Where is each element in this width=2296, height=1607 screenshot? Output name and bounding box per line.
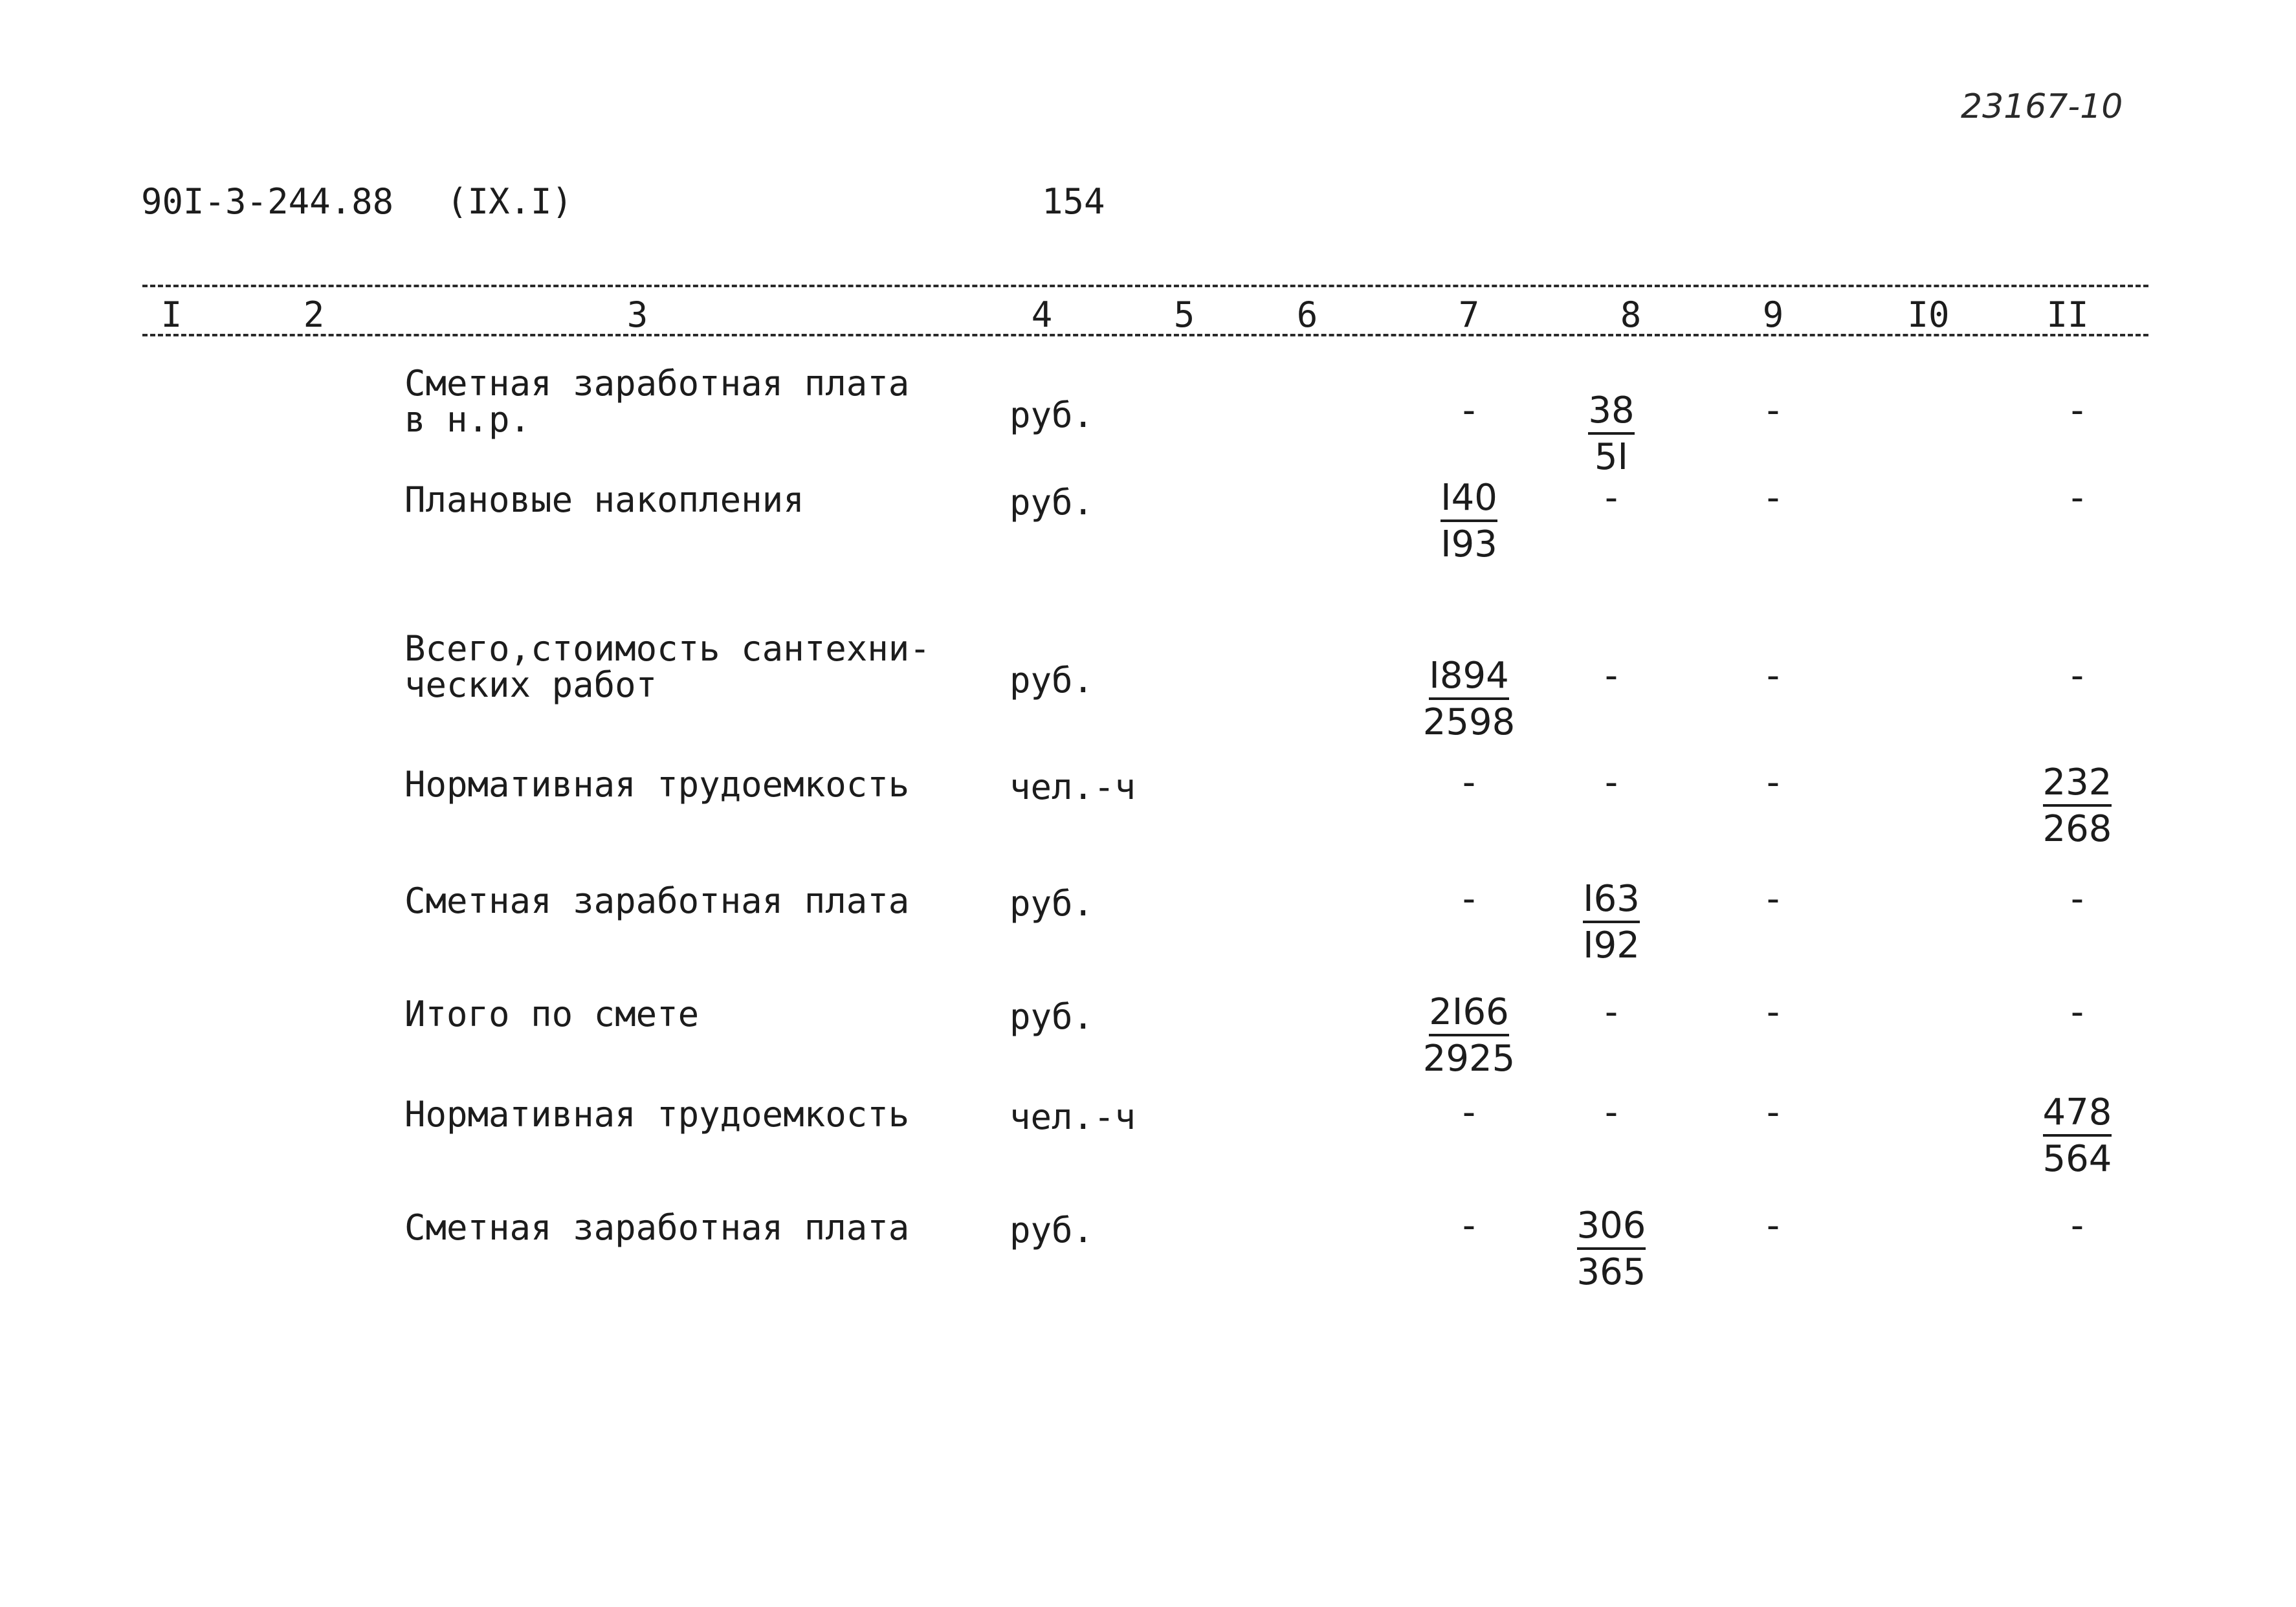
value-numerator: I63 xyxy=(1583,878,1640,923)
row-description-line: Нормативная трудоемкость xyxy=(404,1094,910,1135)
cell-col-7 xyxy=(1404,760,1534,805)
column-number-8: 8 xyxy=(1620,294,1642,335)
row-description xyxy=(404,764,910,805)
empty-value-dash: - xyxy=(2070,1205,2084,1247)
empty-value-dash: - xyxy=(1604,655,1618,697)
page-number: 154 xyxy=(1042,181,1105,222)
empty-value-dash: - xyxy=(1604,761,1618,804)
cell-col-8 xyxy=(1547,760,1676,805)
value-denominator: 5I xyxy=(1594,436,1629,478)
value-numerator: I894 xyxy=(1429,655,1508,700)
row-description xyxy=(404,996,699,1033)
document-section: (IX.I) xyxy=(447,181,573,222)
row-description-line: ческих работ xyxy=(404,664,657,705)
cell-col-8 xyxy=(1547,1203,1676,1295)
column-number-2: 2 xyxy=(303,294,325,335)
value-denominator: I92 xyxy=(1583,924,1640,967)
cell-col-11 xyxy=(2013,990,2142,1035)
empty-value-dash: - xyxy=(2070,991,2084,1033)
row-description xyxy=(404,479,804,520)
handwritten-reference: 23167-10 xyxy=(1961,87,2123,126)
value-numerator: 2I66 xyxy=(1429,991,1508,1036)
cell-col-8 xyxy=(1547,877,1676,968)
row-unit: руб. xyxy=(1010,1210,1094,1251)
cell-col-11 xyxy=(2013,877,2142,922)
cell-col-9 xyxy=(1708,476,1838,521)
cell-col-11 xyxy=(2013,760,2142,852)
row-description xyxy=(404,880,910,921)
value-denominator: 2925 xyxy=(1422,1038,1516,1080)
cell-col-11 xyxy=(2013,653,2142,699)
cell-col-9 xyxy=(1708,1203,1838,1249)
row-description-line: Сметная заработная плата xyxy=(404,363,910,404)
cell-col-11 xyxy=(2013,388,2142,433)
column-number-4: 4 xyxy=(1031,294,1053,335)
row-unit: руб. xyxy=(1010,395,1094,435)
empty-value-dash: - xyxy=(1462,761,1476,804)
cell-col-9 xyxy=(1708,653,1838,699)
column-number-10: I0 xyxy=(1907,294,1950,335)
cell-col-11 xyxy=(2013,476,2142,521)
value-numerator: 306 xyxy=(1577,1205,1646,1250)
empty-value-dash: - xyxy=(1766,1205,1780,1247)
cell-col-9 xyxy=(1708,990,1838,1035)
row-description xyxy=(404,363,910,440)
header-rule-top xyxy=(142,285,2148,287)
empty-value-dash: - xyxy=(2070,389,2084,432)
column-number-6: 6 xyxy=(1296,294,1318,335)
cell-col-7 xyxy=(1404,1090,1534,1135)
value-denominator: 2598 xyxy=(1422,701,1516,743)
empty-value-dash: - xyxy=(1604,1091,1618,1133)
cell-col-7 xyxy=(1404,1203,1534,1249)
row-unit: руб. xyxy=(1010,996,1094,1037)
empty-value-dash: - xyxy=(1462,1091,1476,1133)
cell-col-7 xyxy=(1404,653,1534,745)
row-description-line: Нормативная трудоемкость xyxy=(404,764,910,805)
cell-col-11 xyxy=(2013,1090,2142,1182)
row-unit: руб. xyxy=(1010,482,1094,523)
cell-col-8 xyxy=(1547,653,1676,699)
cell-col-9 xyxy=(1708,877,1838,922)
row-description-line: Сметная заработная плата xyxy=(404,880,910,921)
value-numerator: 478 xyxy=(2043,1091,2112,1137)
document-code: 90I-3-244.88 xyxy=(141,181,394,222)
empty-value-dash: - xyxy=(1766,878,1780,920)
column-number-1: I xyxy=(160,294,182,335)
row-description xyxy=(404,1207,910,1248)
value-denominator: 365 xyxy=(1576,1251,1646,1293)
row-description xyxy=(404,1094,910,1135)
value-numerator: 38 xyxy=(1588,389,1634,435)
column-number-3: 3 xyxy=(626,294,648,335)
cell-col-7 xyxy=(1404,388,1534,433)
row-description-line: Итого по смете xyxy=(404,994,700,1034)
cell-col-8 xyxy=(1547,1090,1676,1135)
empty-value-dash: - xyxy=(1766,1091,1780,1133)
column-number-5: 5 xyxy=(1173,294,1195,335)
value-denominator: 564 xyxy=(2042,1138,2112,1180)
cell-col-9 xyxy=(1708,1090,1838,1135)
value-denominator: 268 xyxy=(2042,808,2112,850)
value-numerator: I40 xyxy=(1441,477,1497,522)
value-numerator: 232 xyxy=(2043,761,2112,807)
row-description-line: в н.р. xyxy=(404,399,531,440)
empty-value-dash: - xyxy=(1766,389,1780,432)
column-number-11: II xyxy=(2046,294,2089,335)
empty-value-dash: - xyxy=(1462,389,1476,432)
cell-col-7 xyxy=(1404,990,1534,1082)
row-unit: чел.-ч xyxy=(1010,1097,1136,1137)
column-number-9: 9 xyxy=(1762,294,1784,335)
empty-value-dash: - xyxy=(1604,991,1618,1033)
empty-value-dash: - xyxy=(1766,655,1780,697)
empty-value-dash: - xyxy=(2070,878,2084,920)
cell-col-8 xyxy=(1547,476,1676,521)
cell-col-8 xyxy=(1547,388,1676,480)
row-description xyxy=(404,628,931,705)
empty-value-dash: - xyxy=(2070,655,2084,697)
cell-col-8 xyxy=(1547,990,1676,1035)
empty-value-dash: - xyxy=(1462,878,1476,920)
row-unit: руб. xyxy=(1010,660,1094,701)
row-description-line: Сметная заработная плата xyxy=(404,1207,910,1248)
cell-col-7 xyxy=(1404,877,1534,922)
cell-col-7 xyxy=(1404,476,1534,567)
row-description-line: Всего,стоимость сантехни- xyxy=(404,628,931,669)
cell-col-11 xyxy=(2013,1203,2142,1249)
empty-value-dash: - xyxy=(2070,477,2084,519)
cell-col-9 xyxy=(1708,760,1838,805)
row-unit: руб. xyxy=(1010,883,1094,924)
empty-value-dash: - xyxy=(1766,761,1780,804)
empty-value-dash: - xyxy=(1766,991,1780,1033)
row-unit: чел.-ч xyxy=(1010,767,1136,807)
empty-value-dash: - xyxy=(1604,477,1618,519)
empty-value-dash: - xyxy=(1462,1205,1476,1247)
cell-col-9 xyxy=(1708,388,1838,433)
row-description-line: Плановые накопления xyxy=(404,479,804,520)
empty-value-dash: - xyxy=(1766,477,1780,519)
value-denominator: I93 xyxy=(1441,523,1497,565)
column-number-7: 7 xyxy=(1458,294,1480,335)
